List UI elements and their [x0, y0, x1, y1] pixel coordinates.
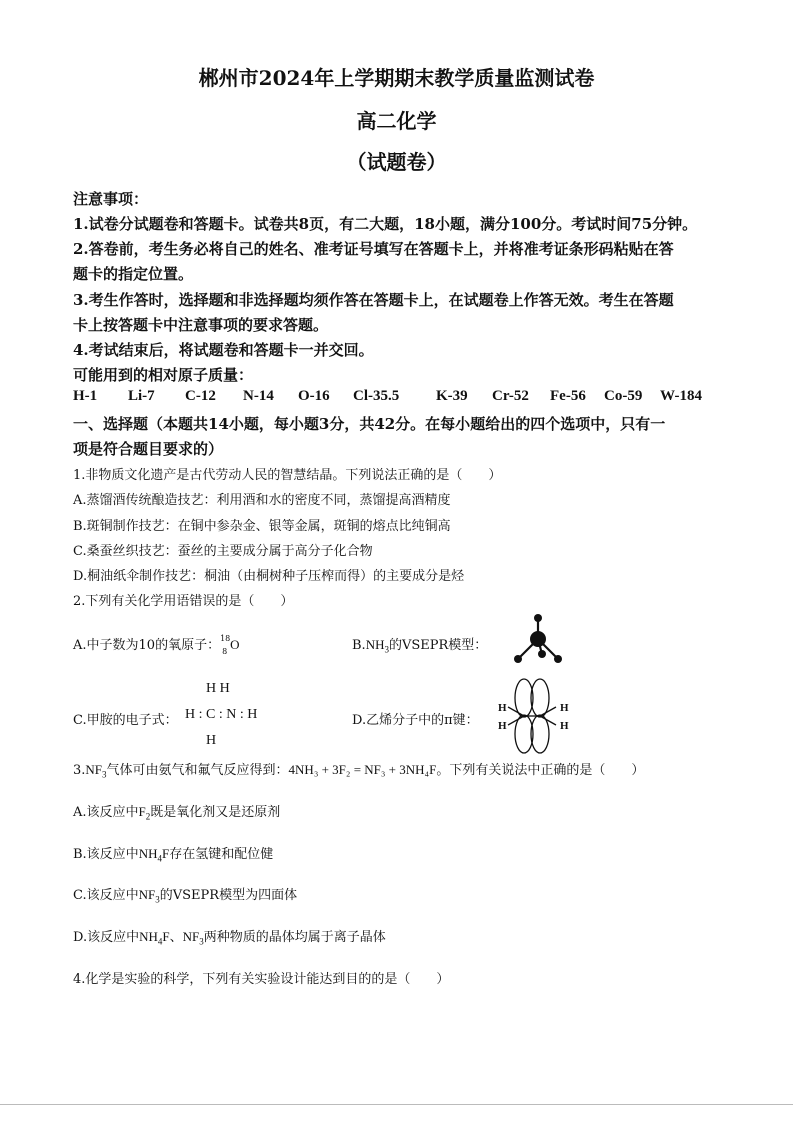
- q3-option-c: [73, 884, 297, 905]
- isotope-mass-number: 18: [220, 633, 231, 643]
- q1-option-c: C.桑蚕丝织技艺：蚕丝的主要成分属于高分子化合物: [73, 544, 373, 559]
- q3-option-b: [73, 843, 273, 864]
- ethylene-pi-bond-diagram: [488, 677, 578, 755]
- mass-o: O-16: [298, 388, 330, 404]
- q2-option-c: C.甲胺的电子式：: [73, 713, 178, 728]
- q3-equation: 4NH₃ + 3F₂ = NF₃ + 3NH₄F: [288, 762, 437, 777]
- q3-option-a: [73, 801, 280, 822]
- p-orbital-lobe-2: [515, 715, 533, 753]
- paper-title: （试题卷）: [346, 150, 447, 174]
- q3-d-sep: 、: [169, 930, 183, 945]
- q3-b-post: 存在氢键和配位健: [169, 847, 274, 862]
- mass-n: N-14: [243, 388, 274, 404]
- mass-c: C-12: [185, 388, 216, 404]
- note-3b: 卡上按答题卡中注意事项的要求答题。: [73, 316, 329, 334]
- q3-d-f: F: [162, 929, 170, 944]
- hydrogen-sphere-right: [554, 655, 562, 663]
- q2-b-formula: NH: [365, 637, 385, 652]
- q2-option-d: D.乙烯分子中的π键：: [352, 713, 479, 728]
- ethylene-h-1: H: [498, 702, 507, 714]
- q3-d-nf-sub: 3: [199, 936, 204, 947]
- q2-b-subscript: 3: [384, 644, 389, 655]
- p-orbital-lobe-4: [531, 715, 549, 753]
- ethylene-h-2: H: [498, 720, 507, 732]
- q1-stem: 1.非物质文化遗产是古代劳动人民的智慧结晶。下列说法正确的是（ ）: [73, 468, 502, 483]
- note-2b: 题卡的指定位置。: [73, 265, 194, 283]
- isotope-symbol: O: [230, 637, 240, 652]
- page-title: 郴州市2024年上学期期末教学质量监测试卷: [198, 66, 595, 90]
- nitrogen-sphere: [530, 631, 546, 647]
- q3-b-pre: B.该反应中: [73, 847, 139, 862]
- q3-stem-mid: 气体可由氨气和氟气反应得到：: [106, 763, 289, 778]
- q3-c-nf: NF: [138, 887, 156, 902]
- q3-b-nh-sub: 4: [157, 853, 162, 864]
- page-bottom-divider: [0, 1104, 793, 1105]
- lewis-top-h: H H: [206, 681, 230, 696]
- section-1-line2: 项是符合题目要求的）: [73, 440, 224, 458]
- q2-option-a: [73, 633, 240, 656]
- masses-heading: 可能用到的相对原子质量：: [73, 366, 254, 384]
- mass-h: H-1: [73, 388, 98, 404]
- q3-d-nh: NH: [139, 929, 158, 944]
- q3-d-nf: NF: [182, 929, 200, 944]
- hydrogen-sphere-front: [538, 650, 546, 658]
- q3-a-f-sub: 2: [145, 811, 151, 822]
- lewis-middle-row: H : C : N : H: [185, 707, 258, 722]
- section-1-line1: 一、选择题（本题共14小题，每小题3分，共42分。在每小题给出的四个选项中，只有一: [73, 415, 666, 433]
- q3-stem-post: 。下列有关说法中正确的是（ ）: [436, 763, 645, 778]
- note-3a: 3.考生作答时，选择题和非选择题均须作答在答题卡上，在试题卷上作答无效。考生在答题: [73, 291, 674, 309]
- ethylene-h-4: H: [560, 720, 569, 732]
- mass-cl: Cl-35.5: [353, 388, 400, 404]
- note-2a: 2.答卷前，考生务必将自己的姓名、准考证号填写在答题卡上，并将准考证条形码粘贴在答: [73, 240, 674, 258]
- p-orbital-lobe-3: [531, 679, 549, 717]
- q2-option-b: [352, 634, 487, 655]
- mass-w: W-184: [660, 388, 702, 404]
- mass-cr: Cr-52: [492, 388, 529, 404]
- p-orbital-lobe-1: [515, 679, 533, 717]
- mass-co: Co-59: [604, 388, 643, 404]
- q1-option-b: B.斑铜制作技艺：在铜中参杂金、银等金属，斑铜的熔点比纯铜高: [73, 519, 451, 534]
- ethylene-h-3: H: [560, 702, 569, 714]
- q3-b-nh: NH: [138, 846, 158, 861]
- q3-a-pre: A.该反应中: [73, 805, 139, 820]
- lewis-bottom-h: H: [206, 733, 217, 748]
- q3-a-f: F: [138, 804, 146, 819]
- subject-title: 高二化学: [356, 109, 437, 133]
- note-4: 4.考试结束后，将试题卷和答题卡一并交回。: [73, 341, 374, 359]
- q3-nf-sub: 3: [102, 769, 107, 780]
- mass-k: K-39: [436, 388, 468, 404]
- q2-b-pre: B.: [352, 638, 366, 653]
- q3-c-post: 的VSEPR模型为四面体: [159, 888, 298, 903]
- q3-stem: [73, 759, 644, 780]
- nh3-vsepr-model-diagram: [506, 612, 572, 668]
- q3-nf: NF: [85, 762, 103, 777]
- q3-number: 3.: [73, 763, 86, 778]
- hydrogen-sphere-left: [514, 655, 522, 663]
- q3-d-nh-sub: 4: [157, 936, 163, 947]
- q3-c-pre: C.该反应中: [73, 888, 139, 903]
- isotope-atomic-number: 8: [222, 646, 228, 656]
- q1-option-d: D.桐油纸伞制作技艺：桐油（由桐树种子压榨而得）的主要成分是烃: [73, 569, 465, 584]
- q2-a-text: A.中子数为10的氧原子：: [73, 638, 221, 653]
- q3-option-d: [73, 926, 386, 947]
- notes-heading: 注意事项：: [73, 190, 149, 208]
- q3-b-f: F: [161, 846, 170, 861]
- q3-a-post: 既是氧化剂又是还原剂: [150, 805, 281, 820]
- q2-stem: 2.下列有关化学用语错误的是（ ）: [73, 594, 294, 609]
- mass-li: Li-7: [128, 388, 155, 404]
- q4-stem: 4.化学是实验的科学，下列有关实验设计能达到目的的是（ ）: [73, 972, 450, 987]
- q1-option-a: A.蒸馏酒传统酿造技艺：利用酒和水的密度不同，蒸馏提高酒精度: [73, 493, 451, 508]
- q3-c-nf-sub: 3: [155, 894, 160, 905]
- mass-fe: Fe-56: [550, 388, 586, 404]
- note-1: 1.试卷分试题卷和答题卡。试卷共8页，有二大题，18小题，满分100分。考试时间75分钟。: [73, 215, 698, 233]
- q3-d-pre: D.该反应中: [73, 930, 140, 945]
- oxygen-isotope-notation: [220, 633, 231, 656]
- q3-d-post: 两种物质的晶体均属于离子晶体: [203, 930, 386, 945]
- q2-b-post: 的VSEPR模型：: [388, 638, 488, 653]
- lone-pair-sphere: [534, 614, 542, 622]
